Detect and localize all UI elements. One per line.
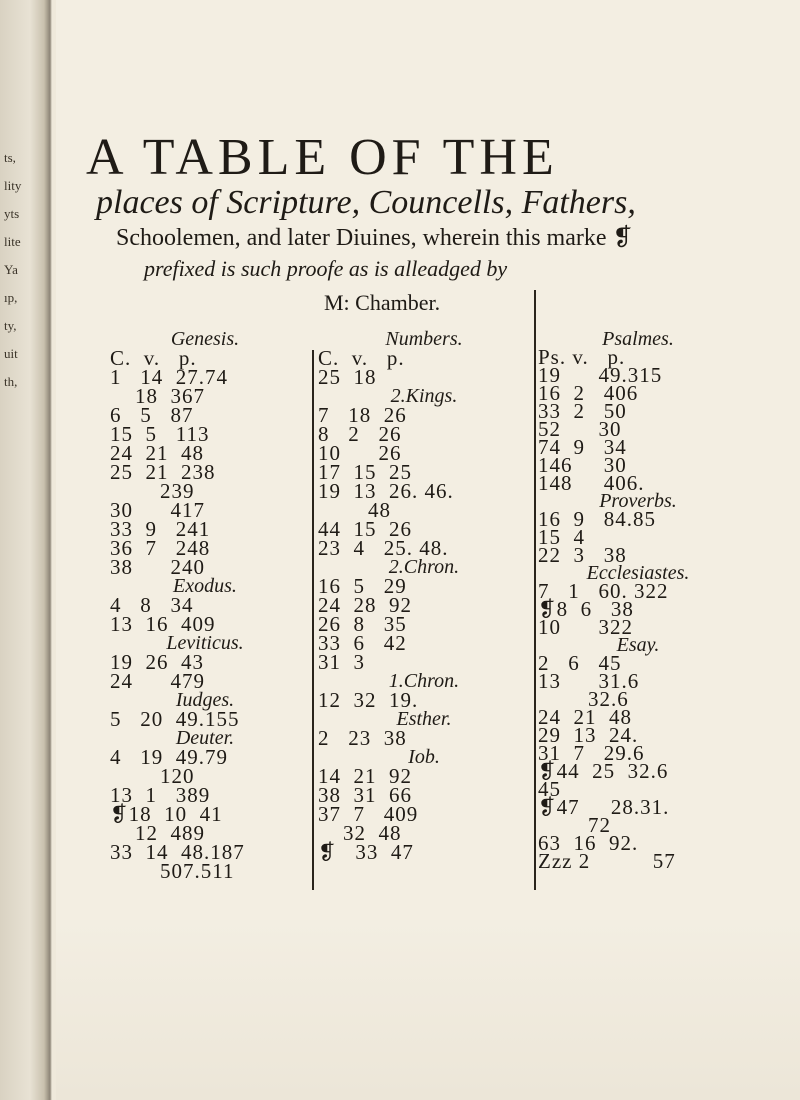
book-heading: Iudges. xyxy=(175,689,235,711)
reference-line: 44 15 26 xyxy=(318,517,412,541)
page-subtitle: places of Scripture, Councells, Fathers, xyxy=(96,184,636,221)
reference-line: 15 4 xyxy=(538,525,585,549)
reference-line: 25 18 xyxy=(318,365,377,389)
book-heading: 2.Chron. xyxy=(388,556,460,578)
reference-line: 13 31.6 xyxy=(538,669,640,693)
reference-line: 48 xyxy=(318,498,391,522)
book-heading: Proverbs. xyxy=(599,490,677,512)
reference-line: 17 15 25 xyxy=(318,460,412,484)
reference-line: 10 322 xyxy=(538,615,633,639)
book-heading: Leviticus. xyxy=(166,632,244,654)
reference-line: 18 367 xyxy=(110,384,205,408)
reference-line: 12 489 xyxy=(110,821,205,845)
index-column-1 xyxy=(110,330,300,885)
reference-line: 120 xyxy=(110,764,195,788)
reference-line: Ps. v. p. xyxy=(538,345,626,369)
reference-line: 72 xyxy=(538,813,611,837)
reference-line: 45 xyxy=(538,777,561,801)
gutter-fragment: uit xyxy=(4,346,18,361)
book-heading: Iob. xyxy=(408,746,440,768)
reference-line: 148 406. xyxy=(538,471,645,495)
title-line-4: prefixed is such proofe as is alleadged by xyxy=(144,256,508,281)
reference-line: 26 8 35 xyxy=(318,612,407,636)
reference-line: 7 18 26 xyxy=(318,403,407,427)
book-page xyxy=(56,0,800,1100)
reference-line: 52 30 xyxy=(538,417,622,441)
reference-line: 32.6 xyxy=(538,687,629,711)
reference-line: 8 2 26 xyxy=(318,422,402,446)
gutter-fragment: yts xyxy=(4,206,20,221)
gutter-fragment: ıp, xyxy=(4,290,18,305)
book-heading: Exodus. xyxy=(173,575,237,597)
reference-line: 2 23 38 xyxy=(318,726,407,750)
reference-line: 24 21 48 xyxy=(538,705,632,729)
title-line-3: Schoolemen, and later Diuines, wherein this marke ❡ xyxy=(116,225,633,251)
column-divider xyxy=(312,350,314,890)
reference-line: 2 6 45 xyxy=(538,651,622,675)
book-heading: Ecclesiastes. xyxy=(586,562,690,584)
reference-line: 38 31 66 xyxy=(318,783,412,807)
book-heading: Numbers. xyxy=(385,328,463,350)
reference-line: 7 1 60. 322 xyxy=(538,579,669,603)
reference-line: 14 21 92 xyxy=(318,764,412,788)
reference-line: 6 5 87 xyxy=(110,403,194,427)
index-column-2 xyxy=(318,330,530,885)
reference-line: 19 26 43 xyxy=(110,650,204,674)
reference-line: 10 26 xyxy=(318,441,402,465)
reference-line: 19 49.315 xyxy=(538,363,663,387)
reference-line: 33 14 48.187 xyxy=(110,840,245,864)
reference-line: Zzz 2 57 xyxy=(538,849,676,873)
column-divider xyxy=(534,290,536,890)
book-heading: 2.Kings. xyxy=(390,385,458,407)
reference-line: 25 21 238 xyxy=(110,460,216,484)
reference-line: ❡47 28.31. xyxy=(538,795,670,819)
book-heading: 1.Chron. xyxy=(388,670,460,692)
gutter-fragment: ts, xyxy=(4,150,16,165)
reference-line: 13 16 409 xyxy=(110,612,216,636)
reference-line: 23 4 25. 48. xyxy=(318,536,449,560)
reference-line: 63 16 92. xyxy=(538,831,639,855)
reference-line: 33 9 241 xyxy=(110,517,211,541)
reference-line: 24 28 92 xyxy=(318,593,412,617)
reference-line: 4 8 34 xyxy=(110,593,194,617)
reference-line: 15 5 113 xyxy=(110,422,210,446)
reference-line: 19 13 26. 46. xyxy=(318,479,454,503)
reference-line: 239 xyxy=(110,479,195,503)
reference-line: 1 14 27.74 xyxy=(110,365,228,389)
adjacent-page-edge xyxy=(0,0,52,1100)
reference-line: ❡ 33 47 xyxy=(318,840,414,864)
reference-line: 33 2 50 xyxy=(538,399,627,423)
reference-line: 38 240 xyxy=(110,555,205,579)
reference-line: C. v. p. xyxy=(318,346,405,370)
book-heading: Esther. xyxy=(396,708,452,730)
reference-line: ❡8 6 38 xyxy=(538,597,634,621)
reference-line: 12 32 19. xyxy=(318,688,419,712)
gutter-fragment: Ya xyxy=(4,262,18,277)
book-heading: Esay. xyxy=(616,634,660,656)
reference-line: 16 5 29 xyxy=(318,574,407,598)
reference-line: 13 1 389 xyxy=(110,783,211,807)
reference-line: 16 9 84.85 xyxy=(538,507,656,531)
reference-line: 31 3 xyxy=(318,650,365,674)
reference-line: 37 7 409 xyxy=(318,802,419,826)
index-column-3 xyxy=(538,330,738,885)
gutter-fragment: ty, xyxy=(4,318,17,333)
page-title: A TABLE OF THE xyxy=(86,129,559,186)
book-heading: Psalmes. xyxy=(602,328,674,350)
reference-line: 30 417 xyxy=(110,498,205,522)
reference-line: 33 6 42 xyxy=(318,631,407,655)
reference-line: 29 13 24. xyxy=(538,723,639,747)
reference-line: 146 30 xyxy=(538,453,627,477)
book-heading: Genesis. xyxy=(170,328,240,350)
gutter-fragment: lity xyxy=(4,178,22,193)
reference-line: 5 20 49.155 xyxy=(110,707,240,731)
gutter-fragment: th, xyxy=(4,374,18,389)
reference-line: 4 19 49.79 xyxy=(110,745,228,769)
reference-line: 507.511 xyxy=(110,859,235,883)
reference-line: 24 479 xyxy=(110,669,205,693)
reference-line: 74 9 34 xyxy=(538,435,627,459)
reference-line: C. v. p. xyxy=(110,346,197,370)
reference-line: 22 3 38 xyxy=(538,543,627,567)
reference-line: ❡44 25 32.6 xyxy=(538,759,669,783)
title-line-5: M: Chamber. xyxy=(324,290,441,315)
book-heading: Deuter. xyxy=(175,727,235,749)
reference-line: 32 48 xyxy=(318,821,402,845)
reference-line: 36 7 248 xyxy=(110,536,211,560)
reference-line: 31 7 29.6 xyxy=(538,741,645,765)
reference-line: ❡18 10 41 xyxy=(110,802,223,826)
reference-line: 24 21 48 xyxy=(110,441,204,465)
reference-line: 16 2 406 xyxy=(538,381,639,405)
gutter-fragment: lite xyxy=(4,234,21,249)
